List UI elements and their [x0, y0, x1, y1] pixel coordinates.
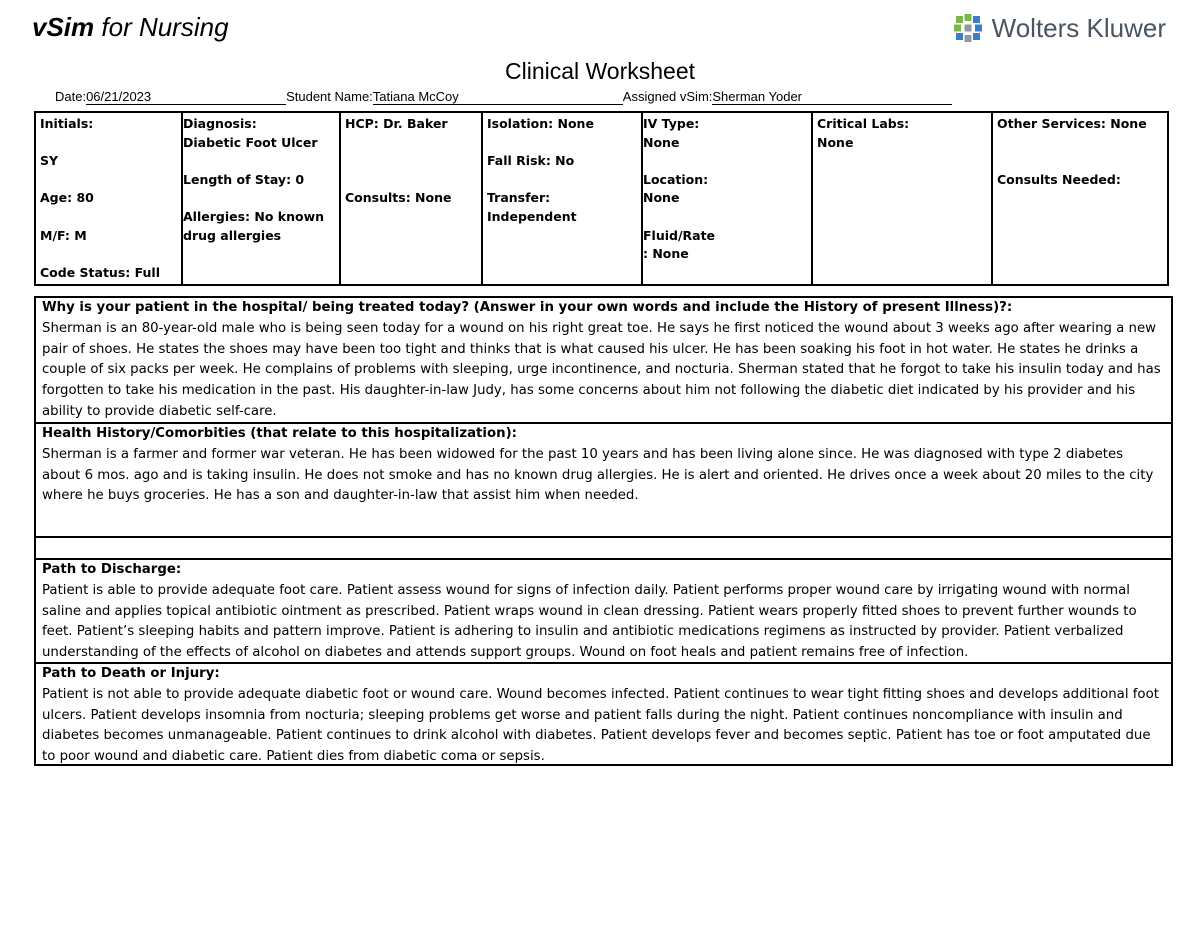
patient-info-table: [34, 111, 1169, 286]
vsim-brand-logo: [32, 12, 229, 43]
discharge-text: Patient is able to provide adequate foot care. Patient assess wound for signs of infection daily. Patient performs proper wound care by irrigating wound with normal saline and applies topical antibiotic ointment as prescribed. Patient wraps wound in clean dressing. Patient wears properly fitted shoes to prevent further wounds to feet. Patient’s sleeping habits and pattern improve. Patient is adhering to insulin and antibiotic medications regimens as instructed by provider. Patient verbalized understanding of the effects of alcohol on diabetes and attends support groups. Wound on foot heals and patient remains free of infection.: [42, 582, 1137, 661]
assigned-vsim-label: Assigned vSim:: [622, 89, 713, 104]
death-text: Patient is not able to provide adequate diabetic foot or wound care. Wound becomes infected. Patient continues to wear tight fitting shoes and develops additional foot ulcers. Patient develops insomnia from nocturia; sleeping problems get worse and patient falls during the night. Patient continues noncompliance with insulin and diabetes becomes unmanageable. Patient continues to drink alcohol with diabetes. Patient develops fever and becomes septic. Patient has toe or foot amputated due to poor wound and diabetic care. Patient dies from diabetic coma or sepsis.: [42, 686, 1159, 765]
student-info-line: [55, 89, 952, 105]
wolters-kluwer-logo: [952, 12, 1166, 44]
death-injury-section: [36, 664, 1171, 764]
page-title: Clinical Worksheet: [504, 58, 696, 84]
discharge-section: [36, 560, 1171, 664]
why-text: Sherman is an 80-year-old male who is being seen today for a wound on his right great toe. He says he first noticed the wound about 3 weeks ago after wearing a new pair of shoes. He states the shoes may have been too tight and thinks that is what caused his ulcer. He has been soaking his foot in hot water. He states he drinks a couple of six packs per week. He complains of problems with sleeping, urge incontinence, and nocturia. Sherman stated that he forgot to take his insulin today and has forgotten to take his medication in the past. His daughter-in-law Judy, has some concerns about him not following the diabetic diet indicated by his provider and his ability to provide diabetic self-care.: [42, 320, 1161, 419]
student-name-value: Tatiana McCoy: [373, 90, 623, 105]
why-heading: Why is your patient in the hospital/ being treated today? (Answer in your own words and include the History of present Illness)?:: [42, 300, 1013, 315]
cell-iv-type: IV Type: None Location: None Fluid/Rate : None: [642, 112, 812, 285]
cell-hcp: HCP: Dr. Baker Consults: None: [340, 112, 482, 285]
brand-vsim: vSim: [32, 12, 95, 42]
cell-initials: Initials: SY Age: 80 M/F: M Code Status: Full: [35, 112, 182, 285]
history-text: Sherman is a farmer and former war veteran. He has been widowed for the past 10 years and has been living alone since. He was diagnosed with type 2 diabetes about 6 mos. ago and is taking insulin. He does not smoke and has no known drug allergies. He is alert and oriented. He drives once a week about 20 miles to the city where he buys groceries. He has a son and daughter-in-law that assist him when needed.: [42, 446, 1154, 504]
brand-for-nursing: for Nursing: [94, 12, 229, 42]
blank-section: [36, 538, 1171, 560]
student-name-label: Student Name:: [286, 89, 373, 104]
cell-critical-labs: Critical Labs: None: [812, 112, 992, 285]
date-label: Date:: [55, 89, 87, 104]
cell-isolation: Isolation: None Fall Risk: No Transfer: Independent: [482, 112, 642, 285]
cell-other-services: Other Services: None Consults Needed:: [992, 112, 1168, 285]
date-value: 06/21/2023: [86, 90, 286, 105]
death-heading: Path to Death or Injury:: [42, 666, 220, 681]
narrative-box: [34, 296, 1173, 766]
history-heading: Health History/Comorbities (that relate to this hospitalization):: [42, 426, 517, 441]
discharge-heading: Path to Discharge:: [42, 562, 182, 577]
assigned-vsim-value: Sherman Yoder: [712, 90, 952, 105]
publisher-name: Wolters Kluwer: [991, 12, 1166, 43]
health-history-section: [36, 424, 1171, 538]
why-section: [36, 298, 1171, 424]
wk-globe-icon: [952, 12, 984, 44]
cell-diagnosis: Diagnosis: Diabetic Foot Ulcer Length of Stay: 0 Allergies: No known drug allergies: [182, 112, 340, 285]
